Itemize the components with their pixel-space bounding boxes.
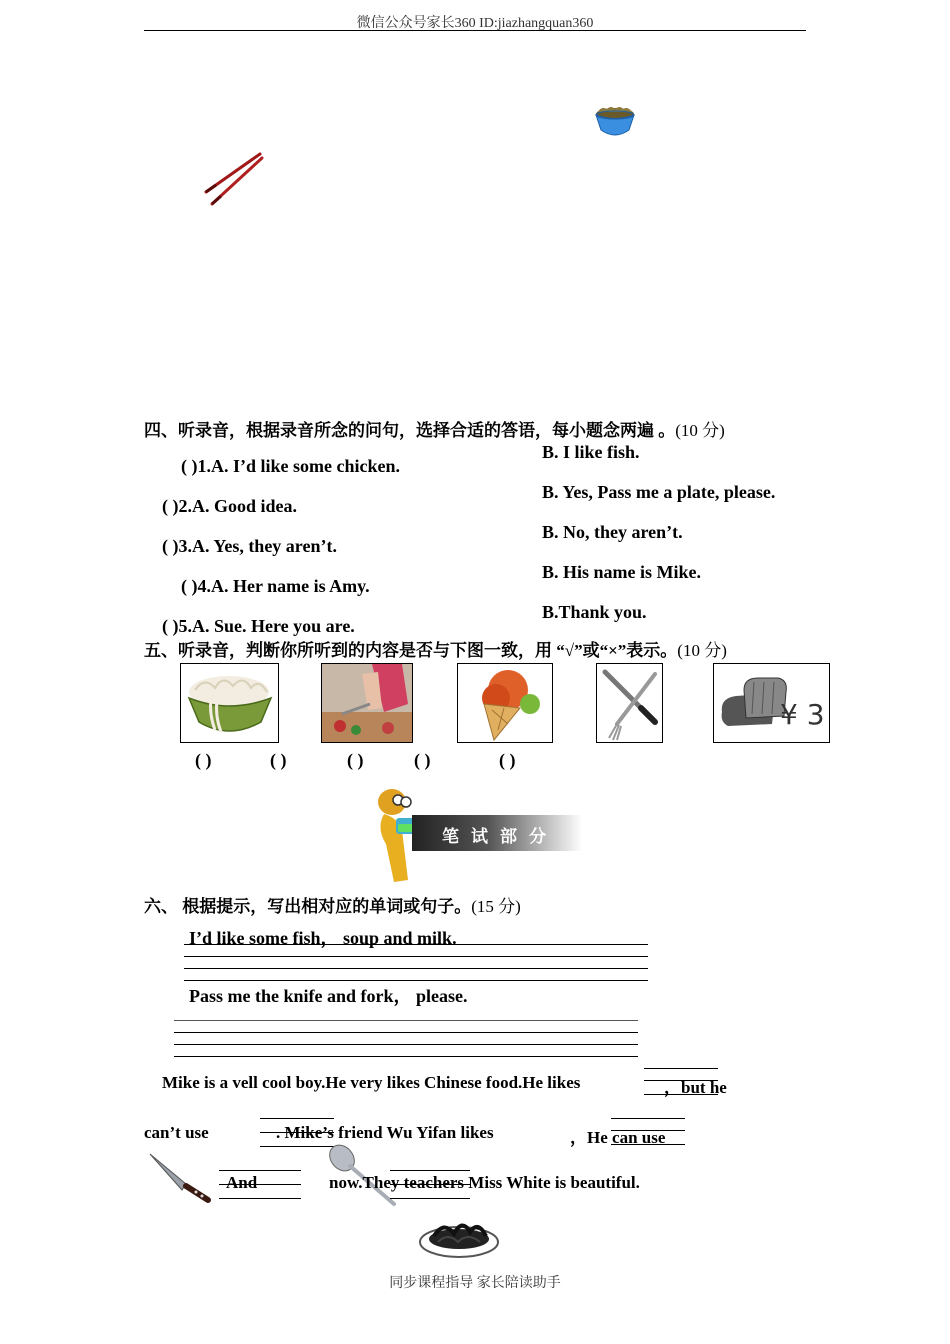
question-1-option-a: ( )1.A. I’d like some chicken.: [181, 456, 400, 476]
passage-line-1-end: ，but he: [664, 1078, 727, 1097]
knife-icon: [146, 1150, 212, 1204]
blank-line[interactable]: [390, 1198, 470, 1199]
blank-line[interactable]: [219, 1198, 301, 1199]
answer-paren-5[interactable]: ( ): [499, 750, 516, 770]
written-section-banner: [412, 815, 582, 851]
section-6-title-text: 六、 根据提示，写出相对应的单词或句子。: [144, 897, 472, 916]
passage-line-2-middle: . Mike’s friend Wu Yifan likes: [276, 1123, 494, 1142]
writing-line[interactable]: [174, 1032, 638, 1033]
banner-text: 笔试部分: [442, 827, 558, 847]
question-4-option-b: B. His name is Mike.: [542, 562, 702, 582]
writing-line[interactable]: [184, 980, 648, 981]
blank-line[interactable]: [390, 1170, 470, 1171]
picture-knife-and-fork: [596, 663, 663, 743]
passage-line-3-end: now.They teachers Miss White is beautiful.: [329, 1173, 640, 1192]
sentence-1: I’d like some fish， soup and milk.: [189, 928, 457, 948]
passage-line-3-and: And: [226, 1173, 258, 1192]
section-4-title-text: 四、听录音，根据录音所念的问句，选择合适的答语，每小题念两遍 。: [144, 421, 676, 440]
section-6-title: [144, 892, 521, 917]
chopsticks-icon: [200, 150, 264, 208]
bread-price: ¥ 3: [780, 698, 825, 731]
writing-line[interactable]: [184, 956, 648, 957]
picture-bread: [713, 663, 830, 743]
passage-line-1: Mike is a vell cool boy.He very likes Chinese food.He likes: [162, 1073, 581, 1092]
picture-cutting-vegetables: [321, 663, 413, 743]
question-5-option-a: ( )5.A. Sue. Here you are.: [162, 616, 355, 636]
writing-line[interactable]: [184, 968, 648, 969]
answer-paren-1[interactable]: ( ): [195, 750, 212, 770]
header-rule: [144, 30, 806, 31]
writing-line[interactable]: [174, 1044, 638, 1045]
question-2-option-b: B. Yes, Pass me a plate, please.: [542, 482, 776, 502]
page-footer: 同步课程指导 家长陪读助手: [389, 1276, 561, 1291]
section-4-title: [144, 416, 725, 441]
blank-line[interactable]: [611, 1118, 685, 1119]
question-5-option-b: B.Thank you.: [542, 602, 647, 622]
blank-line[interactable]: [260, 1118, 334, 1119]
writing-line[interactable]: [174, 1056, 638, 1057]
blank-line[interactable]: [219, 1170, 301, 1171]
blank-line[interactable]: [644, 1068, 718, 1069]
question-1-option-b: B. I like fish.: [542, 442, 640, 462]
picture-ice-cream: [457, 663, 553, 743]
question-3-option-a: ( )3.A. Yes, they aren’t.: [162, 536, 337, 556]
question-4-option-a: ( )4.A. Her name is Amy.: [181, 576, 370, 596]
answer-paren-3[interactable]: ( ): [347, 750, 364, 770]
writing-line[interactable]: [174, 1020, 638, 1021]
section-5-title: [144, 636, 727, 661]
section-6-points: (15 分): [471, 897, 521, 916]
blank-line[interactable]: [260, 1146, 334, 1147]
answer-paren-2[interactable]: ( ): [270, 750, 287, 770]
answer-paren-4[interactable]: ( ): [414, 750, 431, 770]
picture-noodles: [180, 663, 279, 743]
noodle-bowl-icon: [593, 102, 637, 140]
passage-line-2-end: ，He can use: [570, 1128, 666, 1147]
writing-line[interactable]: [184, 944, 648, 945]
passage-line-2-start: can’t use: [144, 1123, 209, 1142]
page-header: 微信公众号家长360 ID:jiazhangquan360: [356, 16, 594, 31]
question-3-option-b: B. No, they aren’t.: [542, 522, 683, 542]
sentence-2: Pass me the knife and fork， please.: [189, 986, 468, 1006]
section-5-points: (10 分): [677, 641, 727, 660]
question-2-option-a: ( )2.A. Good idea.: [162, 496, 297, 516]
noodles-plate-icon: [418, 1212, 500, 1260]
section-4-points: (10 分): [675, 421, 725, 440]
section-5-title-text: 五、听录音，判断你所听到的内容是否与下图一致，用 “√”或“×”表示。: [144, 641, 678, 660]
